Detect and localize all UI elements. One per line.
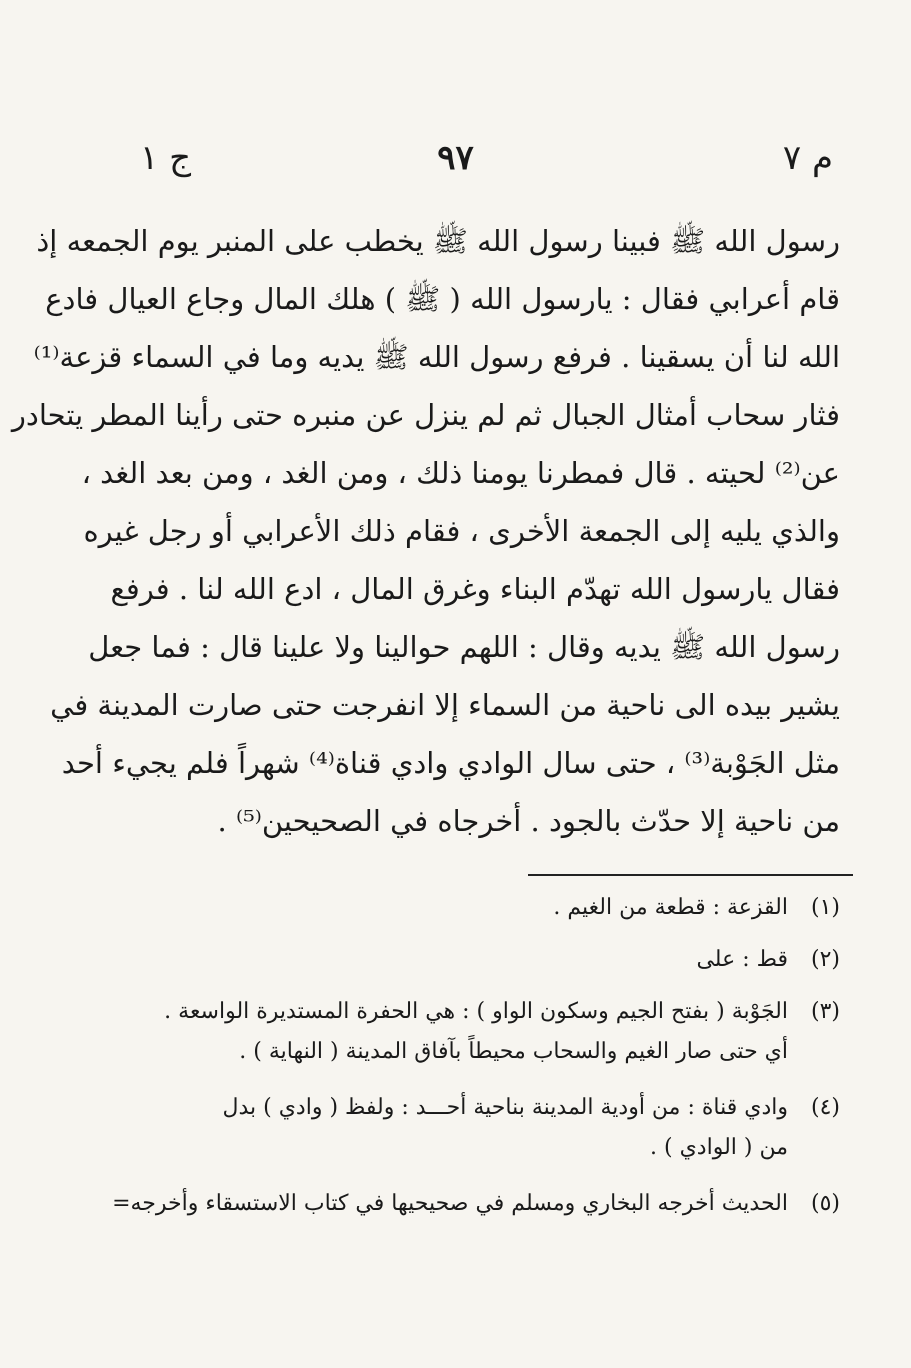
footnote-number: (٣)	[810, 999, 840, 1024]
footnote-text: الحديث أخرجه البخاري ومسلم في صحيحيها في كتاب الاستسقاء وأخرجه=	[112, 1191, 788, 1216]
footnote-number: (٤)	[810, 1095, 840, 1120]
footnote-text: وادي قناة : من أودية المدينة بناحية أحـــد : ولفظ ( وادي ) بدل	[222, 1095, 788, 1120]
footnote-text: أي حتى صار الغيم والسحاب محيطاً بآفاق المدينة ( النهاية ) .	[239, 1039, 788, 1064]
page-header	[0, 138, 911, 188]
footnote	[130, 1088, 840, 1168]
footnotes	[112, 888, 840, 1224]
footnote-divider	[528, 874, 853, 876]
text-line: الله لنا أن يسقينا . فرفع رسول الله ﷺ يديه وما في السماء قزعة⁽¹⁾	[33, 340, 840, 374]
text-line: من ناحية إلا حدّث بالجود . أخرجاه في الصحيحين⁽⁵⁾ .	[217, 804, 840, 838]
text-line: عن⁽²⁾ لحيته . قال فمطرنا يومنا ذلك ، ومن الغد ، ومن بعد الغد ،	[81, 456, 840, 490]
text-line: رسول الله ﷺ فبينا رسول الله ﷺ يخطب على المنبر يوم الجمعه إذ	[36, 224, 840, 258]
volume-label: ج ١	[140, 138, 192, 178]
footnote	[112, 1184, 840, 1224]
footnote-text: من ( الوادي ) .	[650, 1135, 788, 1160]
text-line: قام أعرابي فقال : يارسول الله ( ﷺ ) هلك المال وجاع العيال فادع	[45, 282, 840, 316]
page-number: ٩٧	[437, 138, 474, 178]
footnote	[130, 940, 840, 980]
footnote-text: قط : على	[696, 947, 788, 972]
footnote-number: (٥)	[810, 1191, 840, 1216]
footnote	[130, 888, 840, 928]
footnote-text: الجَوْبة ( بفتح الجيم وسكون الواو ) : هي الحفرة المستديرة الواسعة .	[164, 999, 788, 1024]
text-line: فثار سحاب أمثال الجبال ثم لم ينزل عن منبره حتى رأينا المطر يتحادر	[11, 398, 840, 432]
text-line: رسول الله ﷺ يديه وقال : اللهم حوالينا ولا علينا قال : فما جعل	[88, 630, 840, 664]
text-line: يشير بيده الى ناحية من السماء إلا انفرجت حتى صارت المدينة في	[50, 688, 840, 722]
hadith-text	[11, 212, 840, 850]
text-line: والذي يليه إلى الجمعة الأخرى ، فقام ذلك الأعرابي أو رجل غيره	[83, 514, 840, 548]
footnote	[130, 992, 840, 1072]
text-line: فقال يارسول الله تهدّم البناء وغرق المال ، ادع الله لنا . فرفع	[110, 572, 840, 606]
footnote-number: (٢)	[810, 947, 840, 972]
footnote-text: القزعة : قطعة من الغيم .	[553, 895, 788, 920]
text-line: مثل الجَوْبة⁽³⁾ ، حتى سال الوادي وادي قناة⁽⁴⁾ شهراً فلم يجيء أحد	[61, 746, 840, 780]
chapter-label: م ٧	[782, 138, 833, 178]
footnote-number: (١)	[810, 895, 840, 920]
